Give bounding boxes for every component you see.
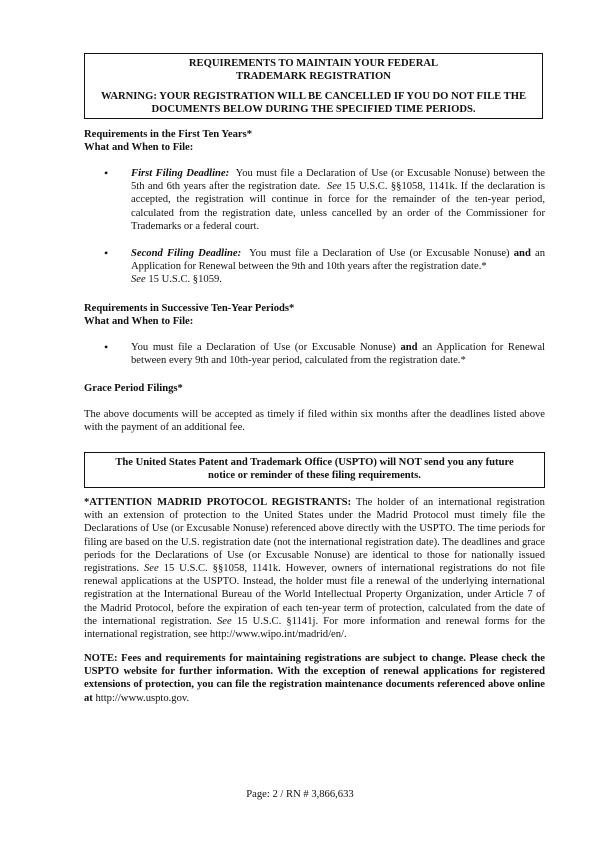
header-title-line1: REQUIREMENTS TO MAINTAIN YOUR FEDERAL xyxy=(188,58,439,69)
madrid-lead: *ATTENTION MADRID PROTOCOL REGISTRANTS: xyxy=(84,497,352,508)
first-filing-deadline-item xyxy=(131,167,545,233)
madrid-text-a: The holder of an international registration with an extension of protection to the United States under the Madrid Protocol must timely file the Declarations of Use (or Excusable Nonuse) referenced above directly with the USPTO. The time periods for filing are based on the U.S. registration date (not the international registration date). The deadlines and grace periods for the Declarations of Use (or Excusable Nonuse) are identical to those for nationally issued registrations. xyxy=(84,497,545,575)
successive-heading-2: What and When to File: xyxy=(84,316,194,328)
second-filing-text-a: You must file a Declaration of Use (or Excusable Nonuse) xyxy=(249,248,510,259)
no-notice-box: The United States Patent and Trademark Office (USPTO) will NOT send you any future notice or reminder of these filing requirements. xyxy=(84,452,545,488)
second-filing-text-b: an Application for Renewal between the 9th and 10th years after the registration date.* xyxy=(131,248,546,273)
first-filing-label: First Filing Deadline: xyxy=(131,168,230,179)
grace-period-text: The above documents will be accepted as timely if filed within six months after the deadlines listed above with the payment of an additional fee. xyxy=(84,409,545,434)
madrid-protocol-paragraph xyxy=(84,496,545,641)
second-filing-deadline-item xyxy=(131,247,545,287)
madrid-text-c: 15 U.S.C. §1141j. For more information and renewal forms for the international registration, see http://www.wipo.int/madrid/en/. xyxy=(84,615,545,641)
uspto-url: http://www.uspto.gov. xyxy=(95,692,190,704)
successive-item xyxy=(131,341,545,367)
first-filing-text-a: You must file a Declaration of Use (or Excusable Nonuse) between the 5th and 6th years after the registration date. xyxy=(131,168,545,193)
bullet-2: • xyxy=(104,246,109,260)
second-filing-and: and xyxy=(513,248,531,259)
second-filing-see: See xyxy=(131,274,146,286)
successive-heading-1: Requirements in Successive Ten-Year Periods* xyxy=(84,303,295,314)
note-paragraph xyxy=(84,652,545,705)
bullet-3: • xyxy=(104,340,109,354)
madrid-see-2: See xyxy=(216,615,232,627)
first-ten-heading-2: What and When to File: xyxy=(84,142,194,154)
successive-text-a: You must file a Declaration of Use (or Excusable Nonuse) xyxy=(131,342,396,353)
note-bold-text: NOTE: Fees and requirements for maintaining registrations are subject to change. Please check the USPTO website for further information. With the exception of renewal applications for registered extensions of protection, you can file the registration maintenance documents referenced above online at xyxy=(84,653,545,704)
first-filing-text-b: 15 U.S.C. §§1058, 1141k. If the declaration is accepted, the registration will continue in force for the remainder of the ten-year period, calculated from the registration date, unless cancelled by an order of the Commissioner for Trademarks or a federal court. xyxy=(131,181,545,232)
page-footer: Page: 2 / RN # 3,866,633 xyxy=(246,789,354,800)
madrid-see-1: See xyxy=(143,563,159,575)
bullet-1: • xyxy=(104,166,109,180)
successive-periods-heading xyxy=(84,302,545,328)
successive-and: and xyxy=(400,342,418,353)
requirements-header-box xyxy=(84,53,543,119)
first-ten-heading-1: Requirements in the First Ten Years* xyxy=(84,129,253,140)
madrid-text-b: 15 U.S.C. §§1058, 1141k. However, owners of international registrations do not file renewal applications at the USPTO. Instead, the holder must file a renewal of the underlying international registration at the International Bureau of the World Intellectual Property Organization, under Article 7 of the Madrid Protocol, before the expiration of each ten-year term of protection, calculated from the date of the international registration. xyxy=(84,563,545,627)
first-filing-see: See xyxy=(326,181,342,193)
first-ten-years-heading xyxy=(84,128,545,154)
second-filing-label: Second Filing Deadline: xyxy=(131,248,242,259)
successive-text-b: an Application for Renewal between every 9th and 10th-year period, calculated from the registration date.* xyxy=(131,342,545,367)
cancellation-warning: WARNING: YOUR REGISTRATION WILL BE CANCELLED IF YOU DO NOT FILE THE DOCUMENTS BELOW DURING THE SPECIFIED TIME PERIODS. xyxy=(100,91,527,115)
header-title-line2: TRADEMARK REGISTRATION xyxy=(236,70,391,82)
second-filing-text-c: 15 U.S.C. §1059. xyxy=(148,274,222,286)
grace-period-heading: Grace Period Filings* xyxy=(84,383,183,394)
